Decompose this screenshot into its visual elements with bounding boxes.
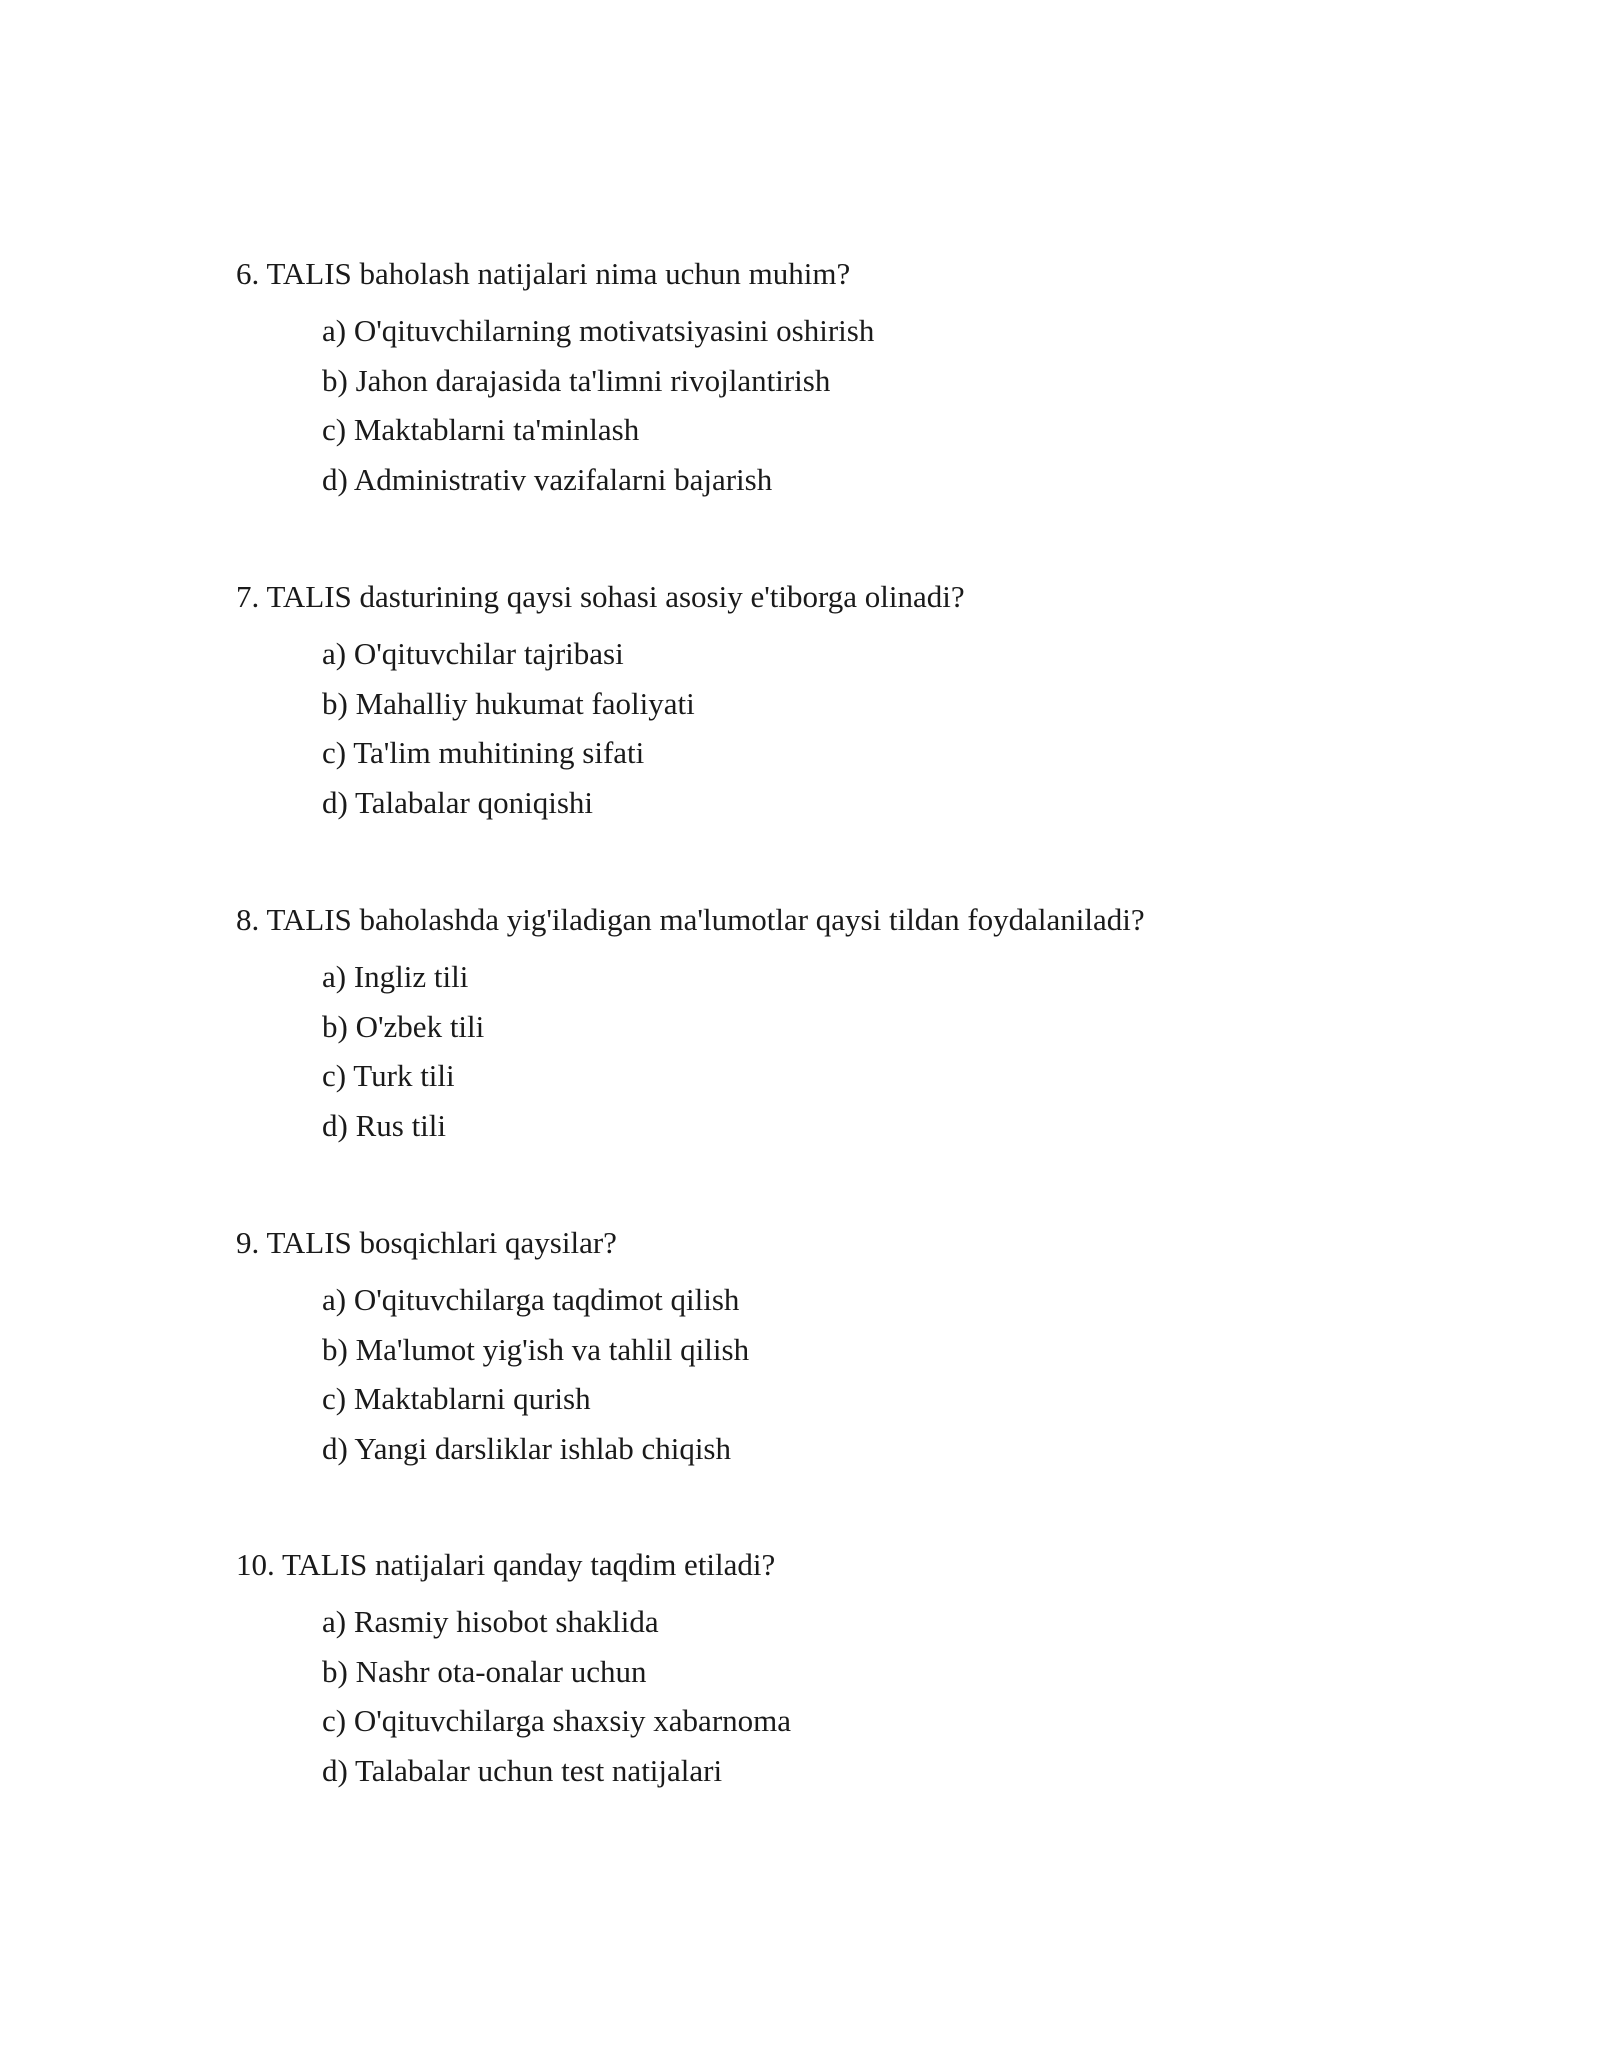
- question-6: [236, 255, 1436, 510]
- question-8: [236, 901, 1436, 1156]
- option-a: a) Ingliz tili: [322, 959, 469, 994]
- option-c: c) O'qituvchilarga shaxsiy xabarnoma: [322, 1703, 792, 1738]
- option-a: a) O'qituvchilarning motivatsiyasini oshirish: [322, 313, 875, 348]
- question-7: [236, 578, 1436, 833]
- option-list: [322, 312, 1436, 510]
- option-b: b) Mahalliy hukumat faoliyati: [322, 685, 695, 721]
- option-c: c) Maktablarni ta'minlash: [322, 412, 640, 447]
- option-c: c) Turk tili: [322, 1058, 455, 1093]
- option-b: b) Nashr ota-onalar uchun: [322, 1653, 647, 1689]
- option-b: b) O'zbek tili: [322, 1008, 485, 1044]
- question-9: [236, 1224, 1436, 1479]
- question-text: 6. TALIS baholash natijalari nima uchun muhim?: [236, 256, 851, 291]
- option-list: [322, 1281, 1436, 1479]
- option-b: b) Ma'lumot yig'ish va tahlil qilish: [322, 1331, 750, 1367]
- option-d: d) Yangi darsliklar ishlab chiqish: [322, 1430, 731, 1466]
- option-c: c) Maktablarni qurish: [322, 1381, 591, 1416]
- question-10: [236, 1546, 1436, 1801]
- option-d: d) Administrativ vazifalarni bajarish: [322, 461, 773, 497]
- option-c: c) Ta'lim muhitining sifati: [322, 735, 645, 770]
- option-list: [322, 1603, 1436, 1801]
- option-a: a) Rasmiy hisobot shaklida: [322, 1604, 659, 1639]
- question-text: 9. TALIS bosqichlari qaysilar?: [236, 1225, 617, 1260]
- option-list: [322, 958, 1436, 1156]
- option-a: a) O'qituvchilarga taqdimot qilish: [322, 1282, 740, 1317]
- question-text: 7. TALIS dasturining qaysi sohasi asosiy e'tiborga olinadi?: [236, 579, 965, 614]
- question-text: 8. TALIS baholashda yig'iladigan ma'lumotlar qaysi tildan foydalaniladi?: [236, 902, 1145, 937]
- option-a: a) O'qituvchilar tajribasi: [322, 636, 624, 671]
- question-text: 10. TALIS natijalari qanday taqdim etiladi?: [236, 1547, 776, 1582]
- option-list: [322, 635, 1436, 833]
- option-b: b) Jahon darajasida ta'limni rivojlantirish: [322, 362, 831, 398]
- option-d: d) Talabalar qoniqishi: [322, 784, 594, 820]
- option-d: d) Rus tili: [322, 1107, 447, 1143]
- option-d: d) Talabalar uchun test natijalari: [322, 1752, 723, 1788]
